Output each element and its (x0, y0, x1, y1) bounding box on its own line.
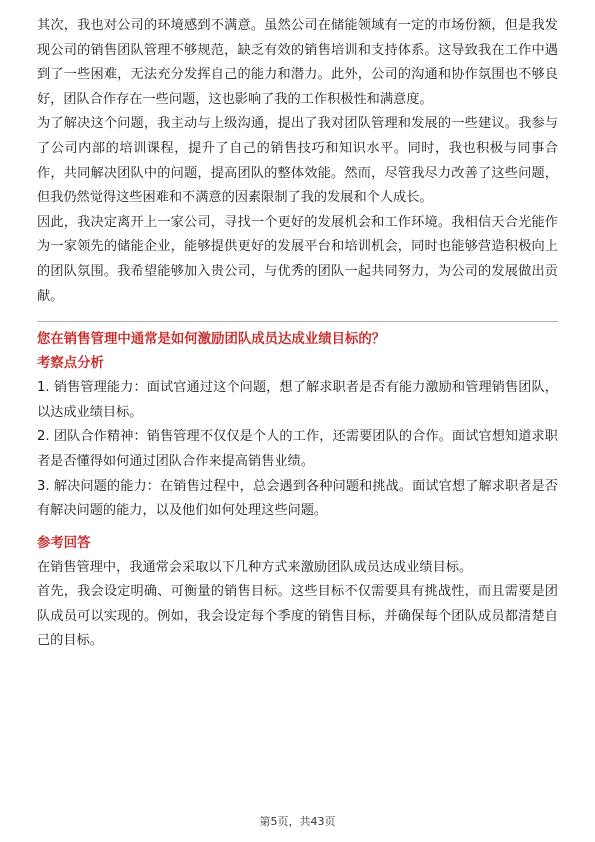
answer-paragraph: 在销售管理中，我通常会采取以下几种方式来激励团队成员达成业绩目标。 (37, 559, 473, 575)
analysis-item: 1. 销售管理能力：面试官通过这个问题，想了解求职者是否有能力激励和管理销售团队，以达成业绩目标。 (37, 380, 558, 420)
document-page (37, 14, 558, 654)
interview-question: 您在销售管理中通常是如何激励团队成员达成业绩目标的？ (37, 332, 386, 348)
analysis-heading: 考察点分析 (37, 356, 104, 372)
page-number: 第5页，共43页 (259, 815, 336, 828)
analysis-item: 2. 团队合作精神：销售管理不仅仅是个人的工作，还需要团队的合作。面试官想知道求职者是否懂得如何通过团队合作来提高销售业绩。 (37, 429, 558, 469)
section-divider (37, 321, 558, 322)
answer-paragraph: 首先，我会设定明确、可衡量的销售目标。这些目标不仅需要具有挑战性，而且需要是团队成员可以实现的。例如，我会设定每个季度的销售目标，并确保每个团队成员都清楚自己的目标。 (37, 584, 558, 649)
answer-heading: 参考回答 (37, 535, 91, 551)
body-paragraph: 为了解决这个问题，我主动与上级沟通，提出了我对团队管理和发展的一些建议。我参与了公司内部的培训课程，提升了自己的销售技巧和知识水平。同时，我也积极与同事合作，共同解决团队中的问题，提高团队的整体效能。然而，尽管我尽力改善了这些问题，但我仍然觉得这些困难和不满意的因素限制了我的发展和个人成长。 (37, 116, 558, 206)
body-paragraph: 其次，我也对公司的环境感到不满意。虽然公司在储能领域有一定的市场份额，但是我发现公司的销售团队管理不够规范，缺乏有效的销售培训和支持体系。这导致我在工作中遇到了一些困难，无法充分发挥自己的能力和潜力。此外，公司的沟通和协作氛围也不够良好，团队合作存在一些问题，这也影响了我的工作积极性和满意度。 (37, 18, 558, 107)
body-paragraph: 因此，我决定离开上一家公司，寻找一个更好的发展机会和工作环境。我相信天合光能作为一家领先的储能企业，能够提供更好的发展平台和培训机会，同时也能够营造积极向上的团队氛围。我希望能够加入贵公司，与优秀的团队一起共同努力，为公司的发展做出贡献。 (37, 214, 558, 304)
analysis-item: 3. 解决问题的能力：在销售过程中，总会遇到各种问题和挑战。面试官想了解求职者是否有解决问题的能力，以及他们如何处理这些问题。 (37, 478, 558, 519)
